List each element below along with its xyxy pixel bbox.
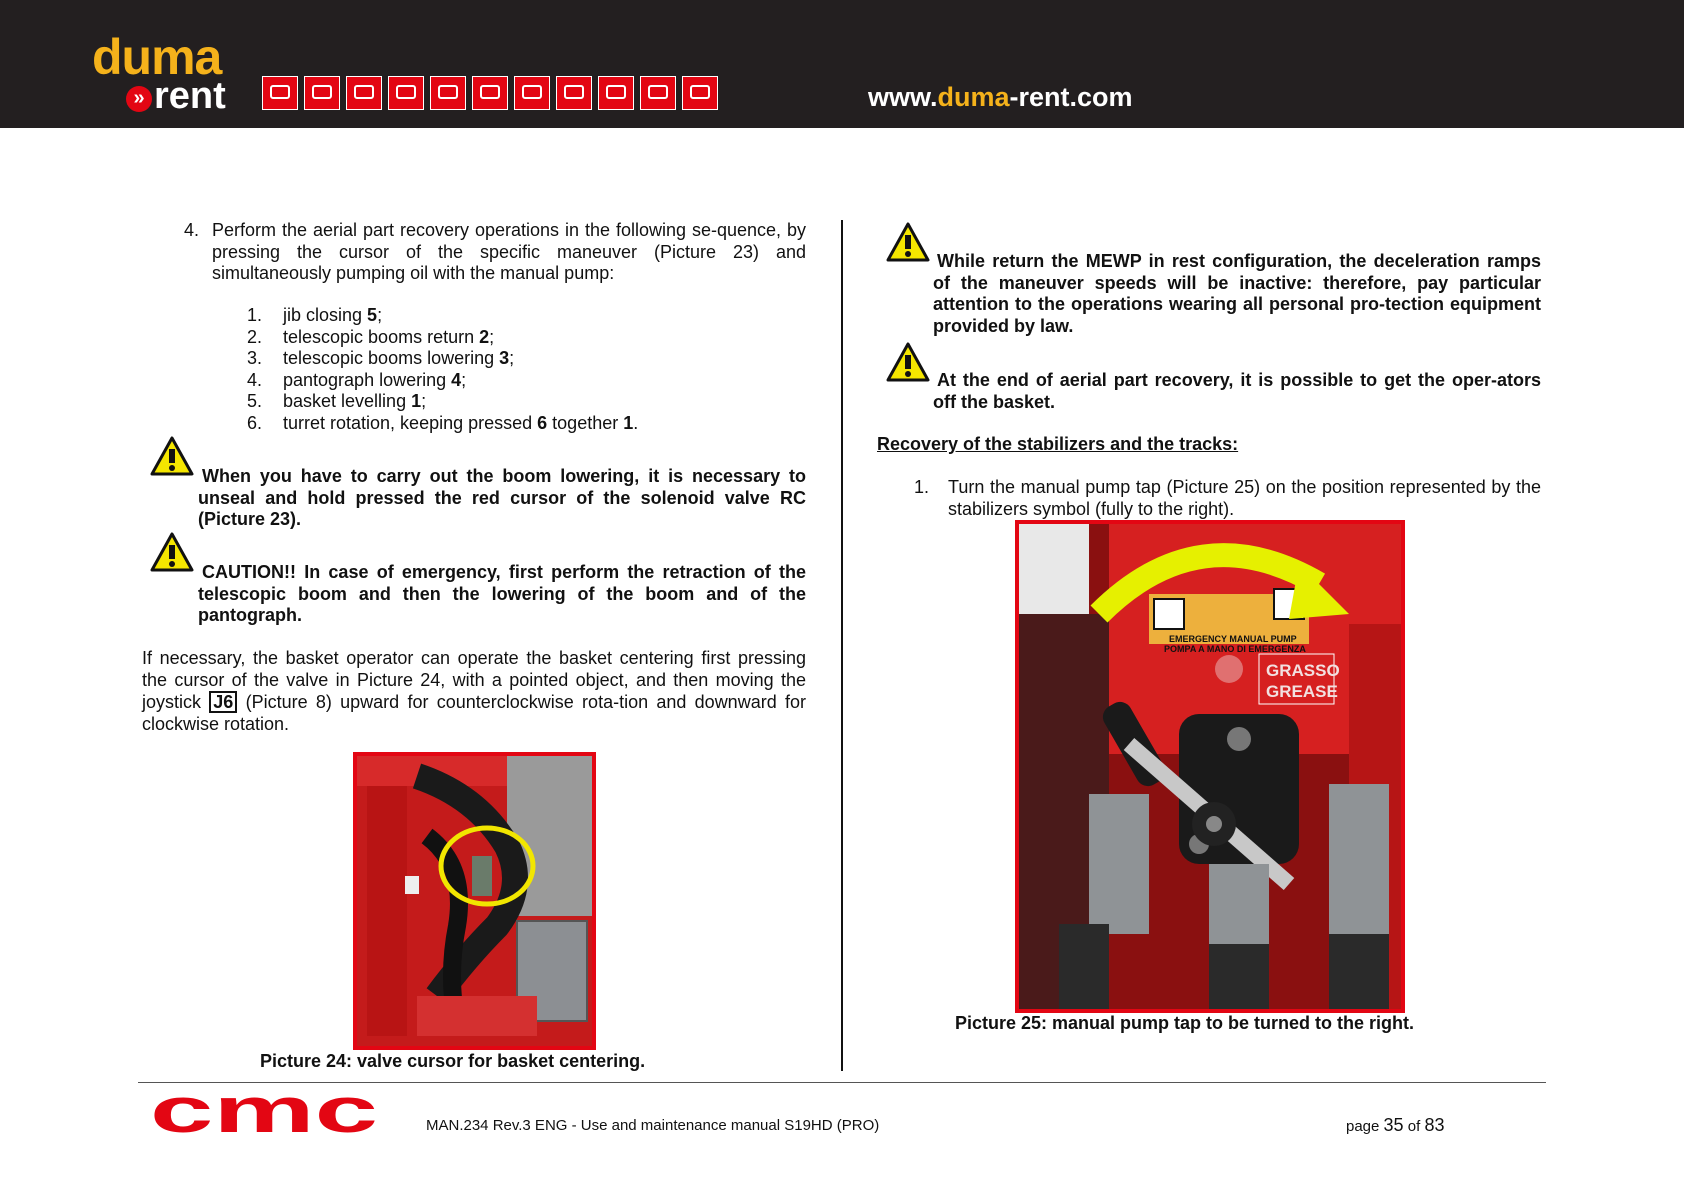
picture-24-caption: Picture 24: valve cursor for basket centering.: [260, 1051, 646, 1071]
footer-manual-reference: MAN.234 Rev.3 ENG - Use and maintenance manual S19HD (PRO): [426, 1117, 880, 1134]
joystick-j6-label: J6: [209, 691, 237, 713]
cmc-logo: [150, 1086, 380, 1136]
picture-25-caption: Picture 25: manual pump tap to be turned to the right.: [955, 1013, 1415, 1033]
footer-page-number: page 35 of 83: [1346, 1115, 1445, 1135]
picture-24-valve-photo: [353, 752, 596, 1050]
header-bar: [0, 0, 1684, 128]
forklift-icon: [304, 76, 340, 110]
warning-icon: [150, 532, 194, 572]
footer-divider: [138, 1082, 1546, 1083]
warning-icon: [886, 342, 930, 382]
basket-centering-text: If necessary, the basket operator can operate the basket centering first pressing the cursor of the valve in Picture 24, with a pointed object, and then moving the joystick J6 (Picture 8) upward for counterclockwise rota-tion and downward for clockwise rotation.: [142, 648, 806, 734]
step-1-number: 1.: [914, 477, 930, 497]
warning-boom-lowering: When you have to carry out the boom lowering, it is necessary to unseal and hold pressed the red cursor of the solenoid valve RC (Picture 23).: [198, 466, 806, 529]
excavator-icon: [472, 76, 508, 110]
warning-operators-off-basket: At the end of aerial part recovery, it is possible to get the oper-ators off the basket.: [933, 370, 1541, 412]
logo-duma-text: duma: [92, 29, 222, 85]
mini-dumper-icon: [388, 76, 424, 110]
step-4-text: Perform the aerial part recovery operations in the following se-quence, by pressing the cursor of the specific maneuver (Picture 23) and simultaneously pumping oil with the manual pump:: [212, 220, 806, 283]
boom-lift-icon: [598, 76, 634, 110]
pump-label-en: EMERGENCY MANUAL PUMP: [1169, 634, 1297, 644]
warning-emergency-caution: CAUTION!! In case of emergency, first perform the retraction of the telescopic boom and then the lowering of the boom and of the pantograph.: [198, 562, 806, 625]
grease-label-it: GRASSO: [1266, 661, 1340, 680]
telehandler-icon: [514, 76, 550, 110]
step-4-number: 4.: [184, 220, 200, 240]
logo-rent-text: rent: [154, 75, 226, 117]
svg-text:cmc: cmc: [150, 1086, 378, 1136]
spider-lift-icon: [640, 76, 676, 110]
skid-steer-icon: [262, 76, 298, 110]
scissor-lift-icon: [346, 76, 382, 110]
section-title-stabilizers: Recovery of the stabilizers and the tracks:: [877, 434, 1239, 454]
picture-25-pump-photo: [1015, 520, 1405, 1013]
warning-deceleration-ramps: While return the MEWP in rest configuration, the deceleration ramps of the maneuver speeds will be inactive: therefore, pay particular attention to the operations wearing all personal pro-tection equipment provided by law.: [933, 251, 1541, 336]
logo-arrow-icon: »: [126, 86, 152, 112]
machine-icons-strip: [262, 76, 718, 110]
warning-icon: [150, 436, 194, 476]
loader-icon: [430, 76, 466, 110]
warning-icon: [886, 222, 930, 262]
pump-label-it: POMPA A MANO DI EMERGENZA: [1164, 644, 1306, 654]
website-link[interactable]: www.duma-rent.com: [868, 82, 1133, 112]
grease-label-en: GREASE: [1266, 682, 1338, 701]
step-1-text: Turn the manual pump tap (Picture 25) on the position represented by the stabilizers symbol (fully to the right).: [948, 477, 1541, 519]
column-divider: [841, 220, 843, 1071]
crawler-excavator-icon: [556, 76, 592, 110]
truck-platform-icon: [682, 76, 718, 110]
